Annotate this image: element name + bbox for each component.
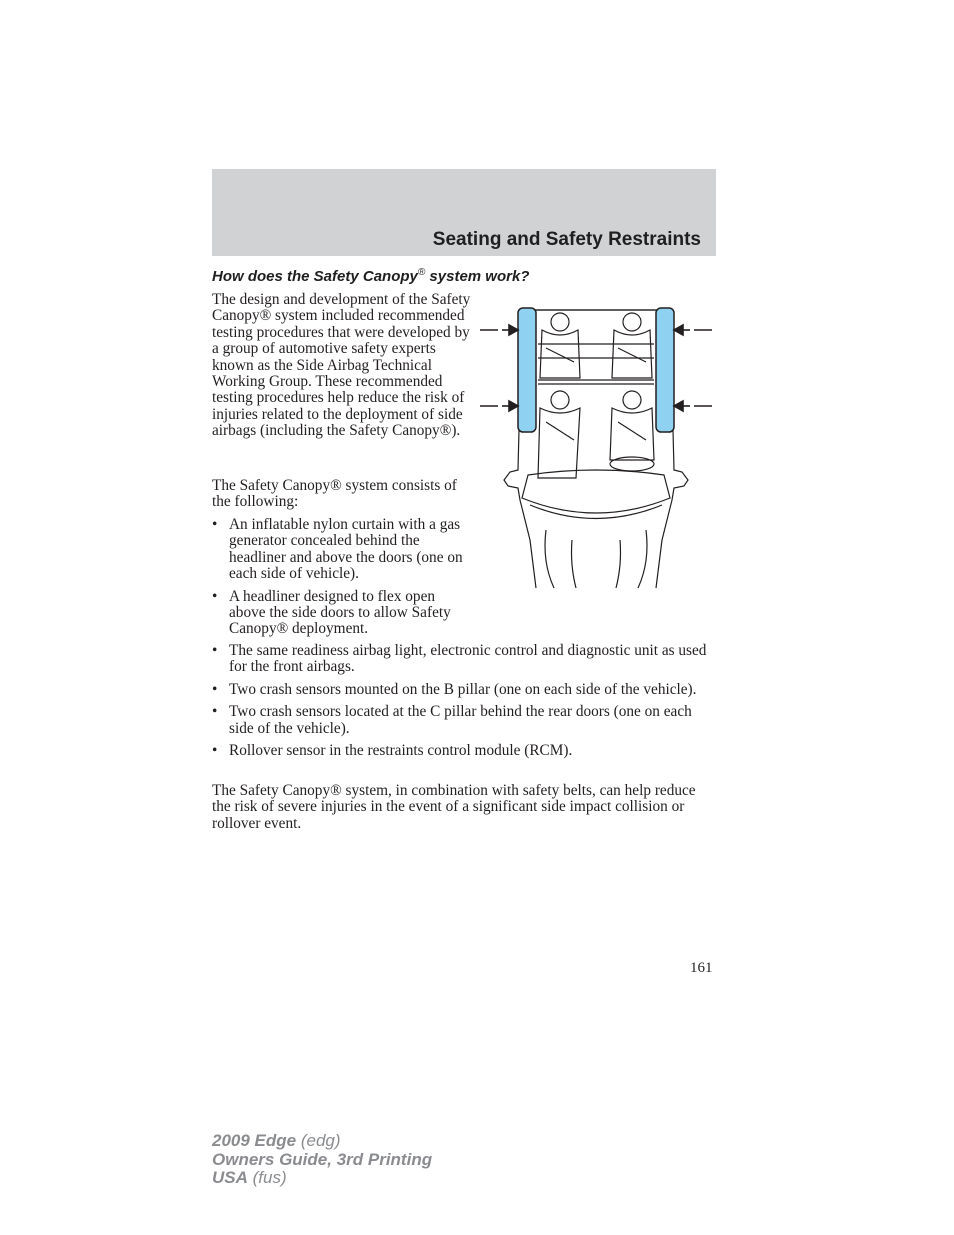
subheading-suffix: system work? — [425, 268, 530, 285]
subheading-prefix: How does the Safety Canopy — [212, 268, 418, 285]
subheading-reg: ® — [417, 267, 426, 278]
right-curtain-airbag — [656, 308, 674, 432]
section-title: Seating and Safety Restraints — [432, 229, 701, 250]
list-item: • Two crash sensors mounted on the B pillar (one on each side of the vehicle). — [212, 680, 697, 698]
consists-paragraph: The Safety Canopy® system consists of the following: — [212, 477, 457, 511]
list-item: • The same readiness airbag light, electronic control and diagnostic unit as used for the front airbags. — [212, 642, 707, 676]
list-item: • Two crash sensors located at the C pillar behind the rear doors (one on each side of the vehicle). — [212, 703, 692, 737]
section-header-band — [212, 169, 716, 256]
safety-canopy-illustration — [476, 300, 716, 590]
intro-paragraph: The design and development of the Safety Canopy® system included recommended testing procedures that were developed by a group of automotive safety experts known as the Side Airbag Technical Working Group. These recommended testing procedures help reduce the risk of injuries related to the deployment of side airbags (including the Safety Canopy®). — [212, 291, 471, 440]
page-number: 161 — [690, 960, 713, 976]
component-list-wide — [212, 643, 717, 765]
left-curtain-airbag — [518, 308, 536, 432]
footer-imprint: 2009 Edge (edg) Owners Guide, 3rd Printing USA (fus) — [212, 1131, 433, 1187]
list-item: • A headliner designed to flex open above the side doors to allow Safety Canopy® deployment. — [212, 587, 451, 638]
list-item: • Rollover sensor in the restraints control module (RCM). — [212, 742, 573, 760]
component-list-narrow — [212, 517, 472, 644]
closing-paragraph: The Safety Canopy® system, in combination with safety belts, can help reduce the risk of severe injuries in the event of a significant side impact collision or rollover event. — [212, 782, 696, 832]
subheading — [212, 267, 529, 285]
list-item: • An inflatable nylon curtain with a gas generator concealed behind the headliner and above the doors (one on each side of vehicle). — [212, 516, 463, 583]
